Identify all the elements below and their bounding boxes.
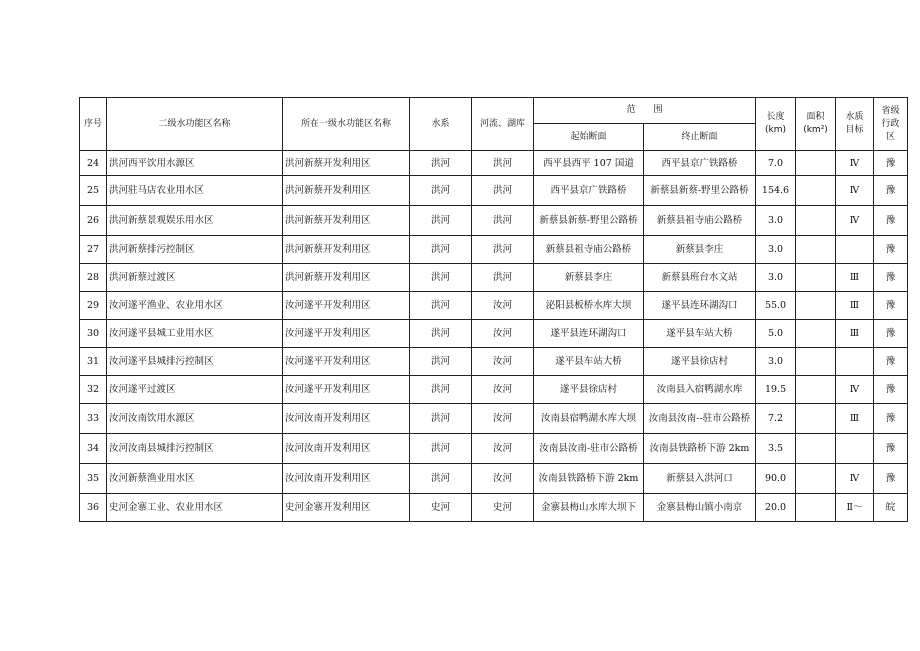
header-level1-name: 所在一级水功能区名称 xyxy=(283,98,410,151)
cell-level1-name: 汝河汝南开发利用区 xyxy=(283,464,410,494)
cell-river: 洪河 xyxy=(472,176,534,206)
cell-system: 洪河 xyxy=(410,264,472,292)
cell-area xyxy=(796,434,836,464)
cell-target: Ⅳ xyxy=(836,376,874,404)
table-row xyxy=(80,206,908,236)
cell-province: 豫 xyxy=(874,434,908,464)
cell-end: 遂平县连环湖沟口 xyxy=(644,292,756,320)
cell-province: 豫 xyxy=(874,151,908,176)
cell-area xyxy=(796,151,836,176)
cell-no: 27 xyxy=(80,236,107,264)
cell-length: 7.2 xyxy=(756,404,796,434)
cell-level2-name: 汝河遂平过渡区 xyxy=(107,376,283,404)
header-end-section: 终止断面 xyxy=(644,124,756,151)
header-river-lake: 河流、湖库 xyxy=(472,98,534,151)
cell-start: 汝南县宿鸭湖水库大坝 xyxy=(534,404,644,434)
cell-area xyxy=(796,236,836,264)
cell-level1-name: 汝河汝南开发利用区 xyxy=(283,404,410,434)
cell-province: 豫 xyxy=(874,348,908,376)
header-seq: 序号 xyxy=(80,98,107,151)
cell-system: 洪河 xyxy=(410,176,472,206)
cell-area xyxy=(796,176,836,206)
cell-province: 豫 xyxy=(874,292,908,320)
cell-end: 新蔡县入洪河口 xyxy=(644,464,756,494)
cell-province: 豫 xyxy=(874,176,908,206)
header-start-section: 起始断面 xyxy=(534,124,644,151)
cell-no: 32 xyxy=(80,376,107,404)
cell-start: 遂平县连环湖沟口 xyxy=(534,320,644,348)
table-row xyxy=(80,404,908,434)
table-row xyxy=(80,264,908,292)
table-row xyxy=(80,376,908,404)
cell-end: 汝南县汝南--驻市公路桥 xyxy=(644,404,756,434)
cell-end: 新蔡县新蔡-野里公路桥 xyxy=(644,176,756,206)
cell-level1-name: 汝河遂平开发利用区 xyxy=(283,376,410,404)
cell-province: 豫 xyxy=(874,206,908,236)
cell-system: 洪河 xyxy=(410,236,472,264)
cell-level2-name: 汝河遂平渔业、农业用水区 xyxy=(107,292,283,320)
cell-river: 洪河 xyxy=(472,236,534,264)
cell-length: 3.0 xyxy=(756,348,796,376)
cell-start: 汝南县铁路桥下游 2km xyxy=(534,464,644,494)
cell-level2-name: 汝河遂平县城排污控制区 xyxy=(107,348,283,376)
cell-start: 遂平县车站大桥 xyxy=(534,348,644,376)
table-row xyxy=(80,320,908,348)
cell-province: 豫 xyxy=(874,376,908,404)
cell-river: 史河 xyxy=(472,494,534,522)
header-level2-name: 二级水功能区名称 xyxy=(107,98,283,151)
cell-system: 洪河 xyxy=(410,320,472,348)
cell-river: 汝河 xyxy=(472,404,534,434)
cell-no: 33 xyxy=(80,404,107,434)
cell-river: 汝河 xyxy=(472,434,534,464)
cell-area xyxy=(796,320,836,348)
cell-end: 遂平县徐店村 xyxy=(644,348,756,376)
cell-length: 3.0 xyxy=(756,264,796,292)
cell-no: 31 xyxy=(80,348,107,376)
cell-river: 洪河 xyxy=(472,151,534,176)
cell-river: 洪河 xyxy=(472,206,534,236)
header-length: 长度 (km) xyxy=(756,98,796,151)
cell-length: 20.0 xyxy=(756,494,796,522)
cell-target: Ⅲ xyxy=(836,264,874,292)
cell-system: 洪河 xyxy=(410,434,472,464)
cell-province: 豫 xyxy=(874,264,908,292)
cell-level1-name: 汝河遂平开发利用区 xyxy=(283,348,410,376)
cell-start: 西平县京广铁路桥 xyxy=(534,176,644,206)
cell-start: 新蔡县祖寺庙公路桥 xyxy=(534,236,644,264)
cell-target: Ⅳ xyxy=(836,206,874,236)
cell-area xyxy=(796,494,836,522)
cell-level2-name: 洪河西平饮用水源区 xyxy=(107,151,283,176)
cell-system: 洪河 xyxy=(410,206,472,236)
cell-area xyxy=(796,264,836,292)
cell-province: 豫 xyxy=(874,320,908,348)
cell-area xyxy=(796,206,836,236)
table-row xyxy=(80,464,908,494)
cell-length: 154.6 xyxy=(756,176,796,206)
cell-no: 28 xyxy=(80,264,107,292)
table-row xyxy=(80,292,908,320)
cell-level2-name: 汝河汝南饮用水源区 xyxy=(107,404,283,434)
cell-length: 55.0 xyxy=(756,292,796,320)
cell-start: 泌阳县板桥水库大坝 xyxy=(534,292,644,320)
cell-start: 遂平县徐店村 xyxy=(534,376,644,404)
cell-start: 新蔡县新蔡-野里公路桥 xyxy=(534,206,644,236)
cell-level2-name: 洪河新蔡过渡区 xyxy=(107,264,283,292)
cell-level2-name: 史河金寨工业、农业用水区 xyxy=(107,494,283,522)
cell-level1-name: 史河金寨开发利用区 xyxy=(283,494,410,522)
cell-target: Ⅳ xyxy=(836,176,874,206)
table-row xyxy=(80,151,908,176)
cell-level1-name: 洪河新蔡开发利用区 xyxy=(283,176,410,206)
cell-area xyxy=(796,404,836,434)
cell-level1-name: 汝河遂平开发利用区 xyxy=(283,292,410,320)
cell-length: 19.5 xyxy=(756,376,796,404)
cell-end: 新蔡县班台水文站 xyxy=(644,264,756,292)
cell-river: 汝河 xyxy=(472,292,534,320)
cell-level2-name: 汝河新蔡渔业用水区 xyxy=(107,464,283,494)
cell-no: 26 xyxy=(80,206,107,236)
cell-end: 西平县京广铁路桥 xyxy=(644,151,756,176)
cell-area xyxy=(796,464,836,494)
cell-no: 34 xyxy=(80,434,107,464)
cell-system: 洪河 xyxy=(410,348,472,376)
cell-length: 3.0 xyxy=(756,206,796,236)
cell-target: Ⅲ xyxy=(836,320,874,348)
cell-system: 洪河 xyxy=(410,376,472,404)
cell-province: 豫 xyxy=(874,404,908,434)
cell-river: 汝河 xyxy=(472,376,534,404)
cell-system: 史河 xyxy=(410,494,472,522)
cell-system: 洪河 xyxy=(410,404,472,434)
header-province: 省级 行政 区 xyxy=(874,98,908,151)
cell-province: 豫 xyxy=(874,236,908,264)
cell-no: 30 xyxy=(80,320,107,348)
cell-level2-name: 洪河新蔡排污控制区 xyxy=(107,236,283,264)
cell-length: 5.0 xyxy=(756,320,796,348)
cell-length: 3.5 xyxy=(756,434,796,464)
cell-no: 24 xyxy=(80,151,107,176)
cell-system: 洪河 xyxy=(410,151,472,176)
header-quality-target: 水质 目标 xyxy=(836,98,874,151)
cell-system: 洪河 xyxy=(410,292,472,320)
cell-end: 汝南县铁路桥下游 2km xyxy=(644,434,756,464)
cell-level2-name: 汝河遂平县城工业用水区 xyxy=(107,320,283,348)
cell-level1-name: 汝河遂平开发利用区 xyxy=(283,320,410,348)
cell-no: 25 xyxy=(80,176,107,206)
cell-target: Ⅱ～ xyxy=(836,494,874,522)
cell-level1-name: 洪河新蔡开发利用区 xyxy=(283,151,410,176)
cell-end: 新蔡县祖寺庙公路桥 xyxy=(644,206,756,236)
table-row xyxy=(80,348,908,376)
cell-river: 汝河 xyxy=(472,348,534,376)
cell-area xyxy=(796,292,836,320)
cell-target xyxy=(836,348,874,376)
cell-level1-name: 洪河新蔡开发利用区 xyxy=(283,206,410,236)
cell-length: 3.0 xyxy=(756,236,796,264)
cell-river: 汝河 xyxy=(472,320,534,348)
cell-target xyxy=(836,434,874,464)
cell-level2-name: 汝河汝南县城排污控制区 xyxy=(107,434,283,464)
cell-start: 新蔡县李庄 xyxy=(534,264,644,292)
water-function-zone-table xyxy=(79,97,908,522)
table-row xyxy=(80,176,908,206)
cell-area xyxy=(796,376,836,404)
cell-start: 金寨县梅山水库大坝下 xyxy=(534,494,644,522)
cell-end: 金寨县梅山镇小南京 xyxy=(644,494,756,522)
header-water-system: 水系 xyxy=(410,98,472,151)
cell-target: Ⅲ xyxy=(836,292,874,320)
cell-no: 29 xyxy=(80,292,107,320)
table-row xyxy=(80,494,908,522)
cell-end: 新蔡县李庄 xyxy=(644,236,756,264)
cell-length: 7.0 xyxy=(756,151,796,176)
cell-river: 洪河 xyxy=(472,264,534,292)
cell-level1-name: 洪河新蔡开发利用区 xyxy=(283,236,410,264)
table-row xyxy=(80,236,908,264)
cell-level1-name: 汝河汝南开发利用区 xyxy=(283,434,410,464)
cell-target: Ⅲ xyxy=(836,404,874,434)
cell-level2-name: 洪河新蔡景观娱乐用水区 xyxy=(107,206,283,236)
cell-target xyxy=(836,236,874,264)
cell-level2-name: 洪河驻马店农业用水区 xyxy=(107,176,283,206)
table-row xyxy=(80,434,908,464)
cell-no: 36 xyxy=(80,494,107,522)
cell-system: 洪河 xyxy=(410,464,472,494)
cell-area xyxy=(796,348,836,376)
cell-end: 汝南县入宿鸭湖水库 xyxy=(644,376,756,404)
cell-start: 西平县西平 107 国道 xyxy=(534,151,644,176)
cell-start: 汝南县汝南-驻市公路桥 xyxy=(534,434,644,464)
cell-target: Ⅳ xyxy=(836,151,874,176)
cell-province: 皖 xyxy=(874,494,908,522)
cell-end: 遂平县车站大桥 xyxy=(644,320,756,348)
cell-no: 35 xyxy=(80,464,107,494)
header-area: 面积 (km²) xyxy=(796,98,836,151)
cell-province: 豫 xyxy=(874,464,908,494)
cell-river: 汝河 xyxy=(472,464,534,494)
cell-target: Ⅳ xyxy=(836,464,874,494)
header-range: 范 围 xyxy=(534,98,756,124)
cell-length: 90.0 xyxy=(756,464,796,494)
cell-level1-name: 洪河新蔡开发利用区 xyxy=(283,264,410,292)
